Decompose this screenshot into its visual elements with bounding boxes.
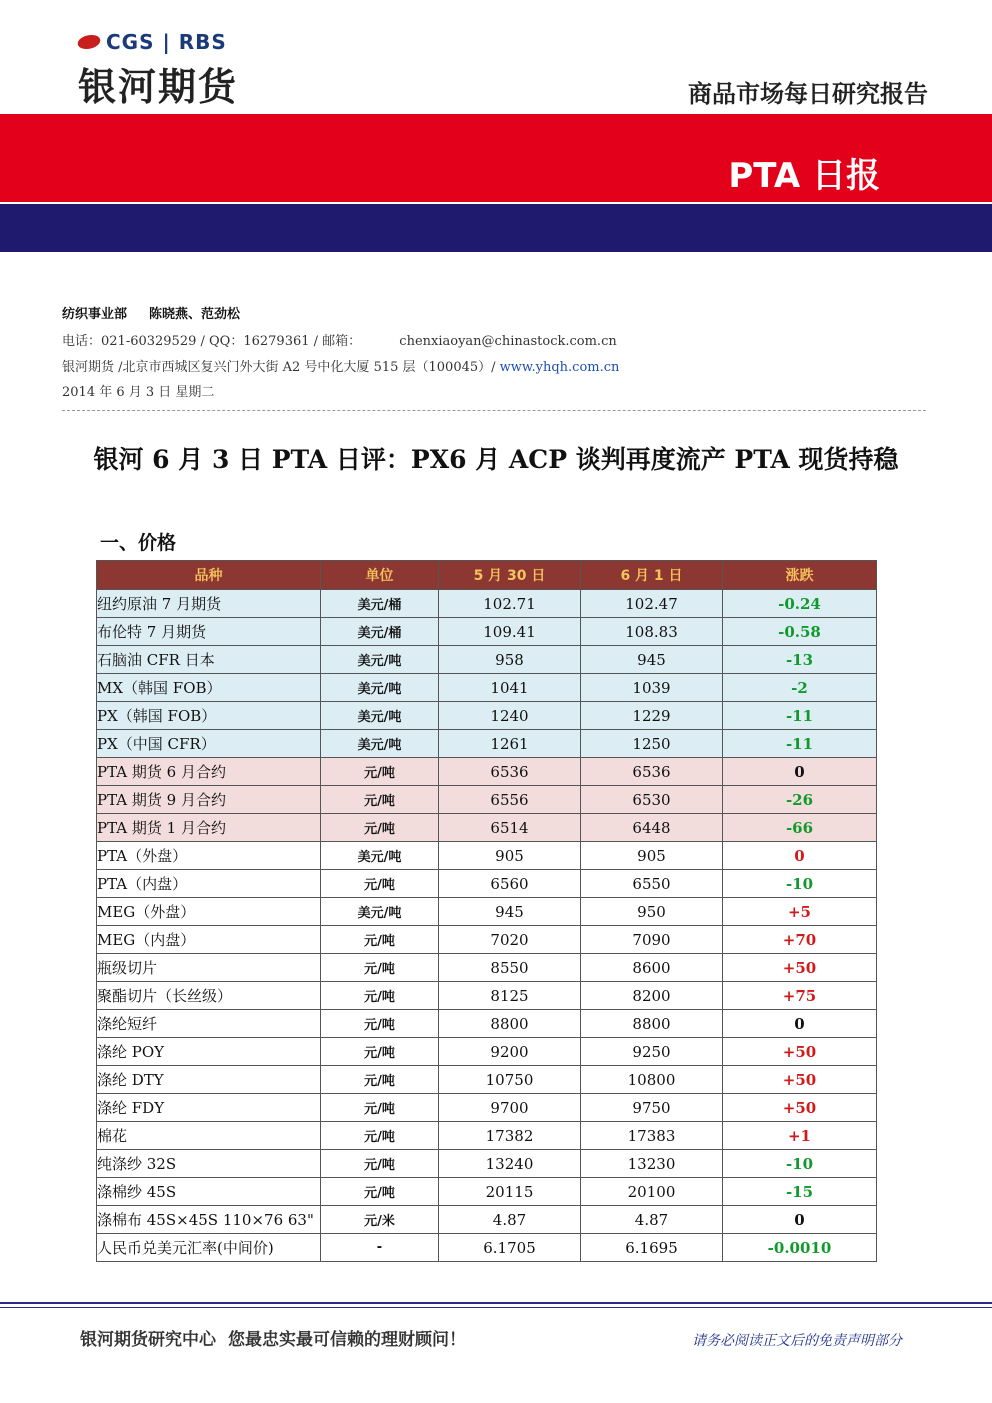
cell-value-may30: 10750 [439,1066,581,1094]
cell-unit: 元/吨 [321,1010,439,1038]
cell-value-jun1: 6550 [581,870,723,898]
cell-name: PTA 期货 9 月合约 [97,786,321,814]
author-line [62,303,240,322]
cell-name: 人民币兑美元汇率(中间价) [97,1234,321,1262]
cell-name: 棉花 [97,1122,321,1150]
header-name: 品种 [97,561,321,590]
cell-value-jun1: 6448 [581,814,723,842]
cell-unit: 美元/吨 [321,702,439,730]
cell-value-jun1: 6530 [581,786,723,814]
cell-value-jun1: 905 [581,842,723,870]
cell-change: -0.0010 [723,1234,877,1262]
cell-change: -13 [723,646,877,674]
cell-change: -10 [723,870,877,898]
email-link[interactable]: chenxiaoyan@chinastock.com.cn [399,334,617,349]
cell-unit: 美元/吨 [321,674,439,702]
cell-value-jun1: 8600 [581,954,723,982]
cell-value-jun1: 102.47 [581,590,723,618]
table-row [97,674,877,702]
cell-name: 石脑油 CFR 日本 [97,646,321,674]
authors: 陈晓燕、范劲松 [149,307,241,322]
cell-value-jun1: 8800 [581,1010,723,1038]
table-row [97,786,877,814]
cell-change: -11 [723,730,877,758]
table-row [97,842,877,870]
header-date2: 6 月 1 日 [581,561,723,590]
header-change: 涨跌 [723,561,877,590]
cell-unit: 元/吨 [321,870,439,898]
cell-name: PTA（外盘） [97,842,321,870]
cell-value-jun1: 10800 [581,1066,723,1094]
cell-unit: 元/吨 [321,954,439,982]
table-row [97,702,877,730]
cell-value-jun1: 1250 [581,730,723,758]
headline: 银河 6 月 3 日 PTA 日评：PX6 月 ACP 谈判再度流产 PTA 现货持稳 [93,445,899,474]
header-unit: 单位 [321,561,439,590]
contact-info: 电话：021-60329529 / QQ：16279361 / 邮箱： [62,334,362,349]
cell-unit: 元/吨 [321,1094,439,1122]
cell-unit: 元/吨 [321,926,439,954]
cell-name: 涤棉布 45S×45S 110×76 63" [97,1206,321,1234]
cell-name: 纯涤纱 32S [97,1150,321,1178]
company-logo [78,30,278,111]
cell-unit: 元/吨 [321,1038,439,1066]
cell-unit: 元/吨 [321,982,439,1010]
footer-slogan [80,1325,466,1350]
table-row [97,814,877,842]
address: 银河期货 /北京市西城区复兴门外大街 A2 号中化大厦 515 层（100045）/ [62,360,500,375]
table-row [97,590,877,618]
footer-disclaimer: 请务必阅读正文后的免责声明部分 [692,1333,902,1349]
price-table [96,560,877,1262]
cell-value-may30: 905 [439,842,581,870]
cell-change: -11 [723,702,877,730]
cell-value-may30: 6560 [439,870,581,898]
table-row [97,926,877,954]
logo-brand-line [78,30,278,54]
table-row [97,1150,877,1178]
cell-unit: 元/吨 [321,1122,439,1150]
cell-change: -0.24 [723,590,877,618]
cell-name: MEG（外盘） [97,898,321,926]
navy-band [0,204,992,252]
dashed-divider [62,410,926,411]
table-row [97,1206,877,1234]
cell-value-jun1: 13230 [581,1150,723,1178]
cell-unit: 美元/吨 [321,842,439,870]
logo-swoosh-icon [75,35,102,49]
cell-unit: 元/吨 [321,1150,439,1178]
cell-name: PX（韩国 FOB） [97,702,321,730]
table-row [97,1178,877,1206]
cell-value-may30: 8125 [439,982,581,1010]
cell-change: +50 [723,1094,877,1122]
website-link[interactable]: www.yhqh.com.cn [499,360,620,375]
title-banner [0,114,992,202]
cell-name: MEG（内盘） [97,926,321,954]
cell-value-may30: 20115 [439,1178,581,1206]
cell-value-jun1: 20100 [581,1178,723,1206]
cell-change: 0 [723,842,877,870]
cell-value-may30: 958 [439,646,581,674]
cell-unit: 元/吨 [321,786,439,814]
cell-change: +50 [723,1038,877,1066]
contact-line [62,330,617,349]
cell-change: +75 [723,982,877,1010]
cell-value-may30: 8800 [439,1010,581,1038]
cell-value-may30: 102.71 [439,590,581,618]
footer-tagline: 您最忠实最可信赖的理财顾问！ [228,1330,466,1350]
section-title-prices: 一、价格 [100,532,177,554]
cell-value-may30: 13240 [439,1150,581,1178]
cell-change: +5 [723,898,877,926]
cell-value-may30: 9200 [439,1038,581,1066]
cell-name: 涤纶 DTY [97,1066,321,1094]
table-row [97,1066,877,1094]
cell-change: -26 [723,786,877,814]
cell-value-jun1: 9750 [581,1094,723,1122]
cell-value-may30: 9700 [439,1094,581,1122]
cell-name: PTA（内盘） [97,870,321,898]
cell-change: +50 [723,954,877,982]
cell-change: +50 [723,1066,877,1094]
cell-value-jun1: 17383 [581,1122,723,1150]
logo-company-name: 银河期货 [78,65,239,109]
cell-name: PTA 期货 1 月合约 [97,814,321,842]
cell-name: 瓶级切片 [97,954,321,982]
footer-org: 银河期货研究中心 [80,1330,216,1350]
cell-change: +1 [723,1122,877,1150]
cell-name: 聚酯切片（长丝级） [97,982,321,1010]
cell-change: -10 [723,1150,877,1178]
footer-divider [0,1302,992,1308]
cell-value-may30: 6.1705 [439,1234,581,1262]
table-row [97,646,877,674]
report-date: 2014 年 6 月 3 日 星期二 [62,385,215,400]
table-row [97,730,877,758]
cell-value-may30: 17382 [439,1122,581,1150]
cell-value-jun1: 4.87 [581,1206,723,1234]
cell-unit: 元/米 [321,1206,439,1234]
cell-value-may30: 8550 [439,954,581,982]
cell-unit: 元/吨 [321,814,439,842]
cell-unit: 美元/吨 [321,898,439,926]
cell-change: -2 [723,674,877,702]
table-row [97,618,877,646]
cell-change: -0.58 [723,618,877,646]
cell-change: 0 [723,1010,877,1038]
cell-value-jun1: 1039 [581,674,723,702]
cell-value-jun1: 6536 [581,758,723,786]
cell-value-may30: 6514 [439,814,581,842]
department: 纺织事业部 [62,307,128,322]
table-row [97,954,877,982]
cell-value-may30: 109.41 [439,618,581,646]
table-row [97,870,877,898]
cell-name: 布伦特 7 月期货 [97,618,321,646]
cell-value-jun1: 8200 [581,982,723,1010]
cell-value-may30: 1261 [439,730,581,758]
cell-unit: 美元/桶 [321,590,439,618]
cell-name: 涤棉纱 45S [97,1178,321,1206]
table-row [97,1010,877,1038]
cell-value-may30: 6556 [439,786,581,814]
cell-value-jun1: 945 [581,646,723,674]
cell-value-jun1: 108.83 [581,618,723,646]
table-row [97,898,877,926]
cell-unit: - [321,1234,439,1262]
cell-value-jun1: 1229 [581,702,723,730]
table-header-row [97,561,877,590]
cell-value-may30: 1041 [439,674,581,702]
table-row [97,1234,877,1262]
cell-change: 0 [723,1206,877,1234]
cell-change: -15 [723,1178,877,1206]
cell-name: 涤纶 POY [97,1038,321,1066]
cell-value-may30: 1240 [439,702,581,730]
cell-value-jun1: 6.1695 [581,1234,723,1262]
price-table-body [97,590,877,1262]
cell-name: 涤纶 FDY [97,1094,321,1122]
address-line [62,356,619,375]
table-row [97,1038,877,1066]
table-row [97,758,877,786]
table-row [97,1122,877,1150]
table-row [97,982,877,1010]
cell-value-may30: 7020 [439,926,581,954]
cell-unit: 元/吨 [321,1178,439,1206]
cell-name: 纽约原油 7 月期货 [97,590,321,618]
cell-unit: 元/吨 [321,1066,439,1094]
cell-name: 涤纶短纤 [97,1010,321,1038]
header-date1: 5 月 30 日 [439,561,581,590]
logo-brand-text: CGS | RBS [106,30,227,54]
report-type: 商品市场每日研究报告 [688,80,928,108]
cell-change: -66 [723,814,877,842]
cell-name: MX（韩国 FOB） [97,674,321,702]
cell-name: PTA 期货 6 月合约 [97,758,321,786]
cell-unit: 美元/吨 [321,646,439,674]
cell-value-jun1: 950 [581,898,723,926]
table-row [97,1094,877,1122]
cell-change: 0 [723,758,877,786]
cell-change: +70 [723,926,877,954]
cell-value-may30: 945 [439,898,581,926]
cell-value-may30: 6536 [439,758,581,786]
banner-title: PTA 日报 [728,156,880,196]
cell-unit: 美元/吨 [321,730,439,758]
cell-value-jun1: 9250 [581,1038,723,1066]
cell-unit: 美元/桶 [321,618,439,646]
cell-unit: 元/吨 [321,758,439,786]
cell-name: PX（中国 CFR） [97,730,321,758]
cell-value-may30: 4.87 [439,1206,581,1234]
cell-value-jun1: 7090 [581,926,723,954]
